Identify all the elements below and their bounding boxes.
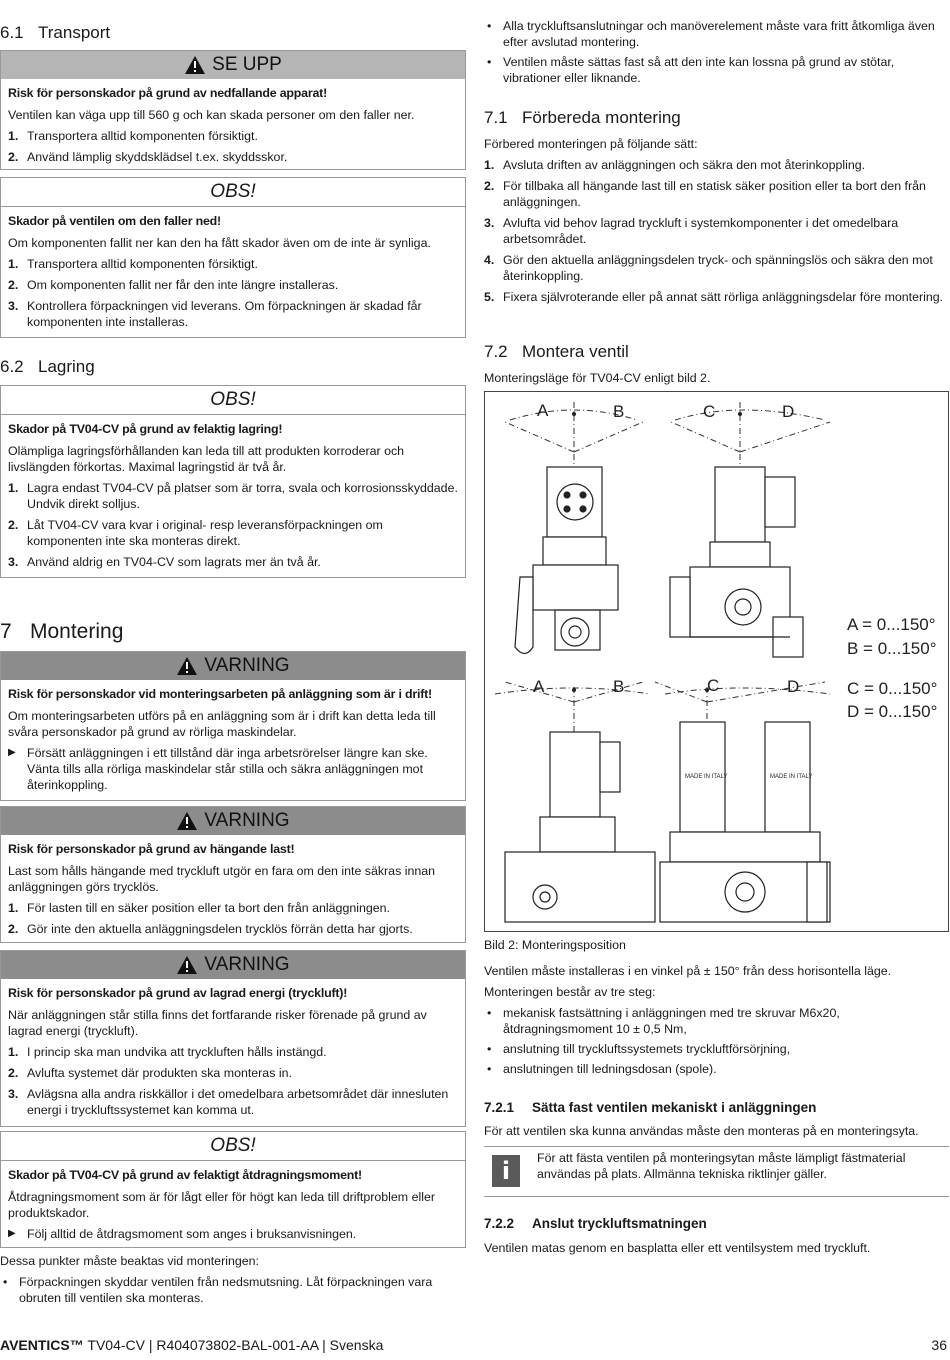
left-closing-text [0, 1253, 466, 1310]
notice-box-storage [0, 385, 466, 578]
bullet-item: • mekanisk fastsättning i anläggningen med tre skruvar M6x20, åtdragningsmoment 10 ± 0,5 Nm, [487, 1006, 840, 1036]
list-item: 3. Avlufta vid behov lagrad tryckluft i systemkomponenter i det omedelbara arbetsområdet. [484, 216, 899, 246]
chapter-heading-7: 7 Montering [0, 620, 124, 643]
section-heading-7-2-1: 7.2.1 Sätta fast ventilen mekaniskt i anläggningen [484, 1100, 817, 1115]
list-item: 2. Gör inte den aktuella anläggningsdelen trycklös förrän detta har gjorts. [8, 922, 413, 936]
warning-bar: VARNING [1, 807, 465, 835]
right-top-bullets [484, 18, 950, 90]
list-item: 1. Transportera alltid komponenten försiktigt. [8, 129, 258, 143]
section-heading-6-1: 6.1 Transport [0, 23, 111, 42]
list-item: 1. Avsluta driften av anläggningen och säkra den mot återinkoppling. [484, 158, 866, 172]
warning-lead: Risk för personskador på grund av hängande last! [8, 842, 295, 856]
angle-range-d: D = 0...150° [847, 702, 938, 721]
caution-lead: Risk för personskador på grund av nedfallande apparat! [8, 86, 328, 100]
list-item: 2. Låt TV04-CV vara kvar i original- resp leveransförpackningen om komponenten inte ska monteras direkt. [8, 518, 383, 548]
section-heading-6-2: 6.2 Lagring [0, 357, 95, 376]
angle-range-c: C = 0...150° [847, 679, 938, 698]
section-heading-7-2: 7.2 Montera ventil [484, 342, 629, 361]
paragraph: Monteringen består av tre steg: [484, 985, 656, 999]
bullet-item: • anslutning till tryckluftssystemets tryckluftförsörjning, [487, 1042, 791, 1056]
brand-name: AVENTICS™ [0, 1337, 84, 1353]
valve-side-view [670, 467, 803, 657]
list-item: 1. Transportera alltid komponenten försiktigt. [8, 257, 258, 271]
figure-caption: Bild 2: Monteringsposition [484, 938, 626, 952]
notice-bar: OBS! [1, 1132, 465, 1161]
angle-label-a: A [537, 401, 549, 420]
list-item: 1. För lasten till en säker position eller ta bort den från anläggningen. [8, 901, 390, 915]
list-item: 1. I princip ska man undvika att tryckluften hålls instängd. [8, 1045, 327, 1059]
bullet-item: • Ventilen måste sättas fast så att den inte kan lossna på grund av stötar, vibrationer eller liknande. [487, 55, 895, 85]
warning-text: Om monteringsarbeten utförs på en anläggning som är i drift kan detta leda till svåra personskador på grund av rörliga maskindelar. [8, 709, 436, 739]
angle-label-c: C [703, 402, 716, 421]
made-in-label: MADE IN ITALY [770, 774, 813, 780]
notice-text: Åtdragningsmoment som är för lågt eller för högt kan leda till driftproblem eller produktskador. [8, 1190, 435, 1220]
warning-text: Last som hålls hängande med tryckluft utgör en fara om den inte säkras innan anläggningen görs trycklös. [8, 864, 436, 894]
warning-triangle-icon [176, 811, 198, 831]
notice-bar: OBS! [1, 386, 465, 415]
warning-box-operation [0, 651, 466, 801]
warning-triangle-icon [184, 55, 206, 75]
notice-box-fall [0, 177, 466, 338]
paragraph: Dessa punkter måste beaktas vid monteringen: [0, 1254, 259, 1268]
mount-description [484, 963, 950, 1081]
paragraph: Förbered monteringen på följande sätt: [484, 137, 698, 151]
valve-front-view [515, 467, 618, 654]
angle-label-a: A [533, 677, 545, 696]
valve-rear-view [505, 732, 655, 922]
info-text: För att fästa ventilen på monteringsytan måste lämpligt fästmaterial användas på plats. Allmänna tekniska riktlinjer gäller. [537, 1151, 906, 1181]
list-item: 1. Lagra endast TV04-CV på platser som är torra, svala och korrosionsskyddade. Undvik direkt solljus. [8, 481, 458, 511]
list-item: 2. Avlufta systemet där produkten ska monteras in. [8, 1066, 292, 1080]
list-item: 3. Avlägsna alla andra riskkällor i det omedelbara arbetsområdet där innesluten energi i tryckluftssystemet kan komma ut. [8, 1087, 449, 1117]
arrow-icon: ▶ [8, 747, 16, 758]
warning-bar: VARNING [1, 652, 465, 680]
bullet-item: • Alla tryckluftsanslutningar och manöverelement måste vara fritt åtkomliga även efter avslutad montering. [487, 19, 935, 49]
list-item: 4. Gör den aktuella anläggningsdelen tryck- och spänningslös och säkra den mot återinkoppling. [484, 253, 933, 283]
notice-text: Om komponenten fallit ner kan den ha fått skador även om de inte är synliga. [8, 236, 431, 250]
mount-intro: Monteringsläge för TV04-CV enligt bild 2. [484, 371, 711, 385]
page-footer [0, 1337, 950, 1353]
caution-text: Ventilen kan väga upp till 560 g och kan skada personer om den faller ner. [8, 108, 415, 122]
angle-label-d: D [787, 677, 800, 696]
action-item: ▶ Följ alltid de åtdragsmoment som anges i bruksanvisningen. [8, 1227, 357, 1241]
info-box [484, 1146, 949, 1197]
prepare-list [484, 136, 950, 310]
info-icon: i [492, 1155, 520, 1187]
list-item: 2. För tillbaka all hängande last till en statisk säker position eller ta bort den från anläggningen. [484, 179, 926, 209]
warning-box-stored-energy [0, 950, 466, 1127]
list-item: 5. Fixera självroterande eller på annat sätt rörliga anläggningsdelar före montering. [484, 290, 944, 304]
list-item: 3. Använd aldrig en TV04-CV som lagrats mer än två år. [8, 555, 321, 569]
warning-bar: VARNING [1, 951, 465, 979]
document-id: TV04-CV | R404073802-BAL-001-AA | Svenska [83, 1337, 384, 1353]
warning-lead: Risk för personskador på grund av lagrad energi (tryckluft)! [8, 986, 348, 1000]
angle-label-b: B [613, 677, 625, 696]
notice-bar: OBS! [1, 178, 465, 207]
section-heading-7-1: 7.1 Förbereda montering [484, 108, 681, 127]
section-heading-7-2-2: 7.2.2 Anslut tryckluftsmatningen [484, 1216, 707, 1231]
notice-lead: Skador på ventilen om den faller ned! [8, 214, 221, 228]
paragraph: Ventilen matas genom en basplatta eller ett ventilsystem med tryckluft. [484, 1241, 871, 1255]
caution-box-transport [0, 50, 466, 170]
angle-range-b: B = 0...150° [847, 639, 937, 658]
arrow-icon: ▶ [8, 1228, 16, 1239]
page-number: 36 [931, 1337, 947, 1353]
valve-top-view [660, 722, 830, 922]
warning-text: När anläggningen står stilla finns det fortfarande risker förenade på grund av lagrad energi (tryckluft). [8, 1008, 427, 1038]
notice-lead: Skador på TV04-CV på grund av felaktigt åtdragningsmoment! [8, 1168, 362, 1182]
made-in-label: MADE IN ITALY [685, 774, 728, 780]
warning-box-hanging-load [0, 806, 466, 943]
mounting-position-figure [484, 391, 949, 932]
list-item: 3. Kontrollera förpackningen vid leverans. Om förpackningen är skadad får komponenten inte installeras. [8, 299, 422, 329]
angle-label-d: D [782, 402, 795, 421]
caution-bar: SE UPP [1, 51, 465, 79]
action-item: ▶ Försätt anläggningen i ett tillstånd där inga arbetsrörelser längre kan ske. Vänta tills alla rörliga maskindelar står stilla och säkra anläggningen mot återinkoppling. [8, 746, 428, 792]
list-item: 2. Om komponenten fallit ner får den inte längre installeras. [8, 278, 339, 292]
bullet-item: • anslutningen till ledningsdosan (spole). [487, 1062, 717, 1076]
angle-range-a: A = 0...150° [847, 615, 936, 634]
warning-triangle-icon [176, 955, 198, 975]
notice-text: Olämpliga lagringsförhållanden kan leda till att produkten korroderar och livslängden förkortas. Maximal lagringstid är två år. [8, 444, 405, 474]
valve-drawing [485, 392, 948, 931]
notice-lead: Skador på TV04-CV på grund av felaktig lagring! [8, 422, 283, 436]
warning-triangle-icon [176, 656, 198, 676]
bullet-item: • Förpackningen skyddar ventilen från nedsmutsning. Låt förpackningen vara obruten till ventilen ska monteras. [3, 1275, 433, 1305]
notice-box-torque [0, 1131, 466, 1248]
angle-label-c: C [707, 676, 720, 695]
angle-label-b: B [613, 402, 625, 421]
warning-lead: Risk för personskador vid monteringsarbeten på anläggning som är i drift! [8, 687, 432, 701]
paragraph: För att ventilen ska kunna användas måste den monteras på en monteringsyta. [484, 1124, 919, 1138]
paragraph: Ventilen måste installeras i en vinkel på ± 150° från dess horisontella läge. [484, 964, 892, 978]
list-item: 2. Använd lämplig skyddsklädsel t.ex. skyddsskor. [8, 150, 288, 164]
